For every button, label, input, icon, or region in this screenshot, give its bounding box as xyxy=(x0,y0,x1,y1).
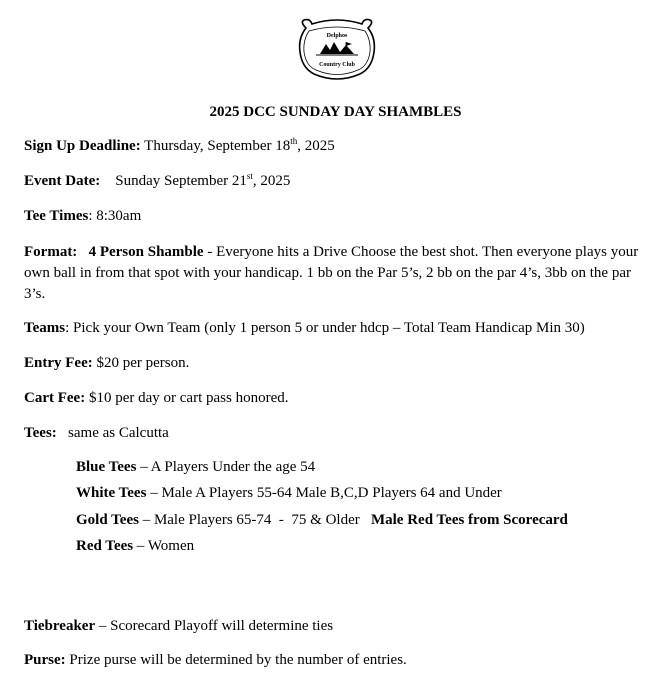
format-paragraph: Format: 4 Person Shamble - Everyone hits a Drive Choose the best shot. Then everyone plays your own ball in from that spot with your handicap. 1 bb on the Par 5’s, 2 bb on the par 4’s, 3bb on the par 3’s. xyxy=(24,244,639,302)
tee-times: Tee Times: 8:30am xyxy=(24,208,142,224)
tee-item-red: Red Tees – Women xyxy=(76,538,195,554)
country-club-logo xyxy=(296,18,378,80)
tiebreaker: Tiebreaker – Scorecard Playoff will determine ties xyxy=(24,618,334,634)
svg-text:Country Club: Country Club xyxy=(319,62,355,68)
page-title: 2025 DCC SUNDAY DAY SHAMBLES xyxy=(209,104,462,120)
tee-item-blue: Blue Tees – A Players Under the age 54 xyxy=(76,459,316,475)
entry-fee: Entry Fee: $20 per person. xyxy=(24,355,190,371)
svg-text:Delphos: Delphos xyxy=(326,33,348,39)
event-date: Event Date: Sunday September 21st, 2025 xyxy=(24,171,291,189)
purse: Purse: Prize purse will be determined by the number of entries. xyxy=(24,652,407,668)
teams: Teams: Pick your Own Team (only 1 person 5 or under hdcp – Total Team Handicap Min 30) xyxy=(24,320,585,336)
tee-item-gold: Gold Tees – Male Players 65-74 - 75 & Older Male Red Tees from Scorecard xyxy=(76,512,568,528)
tee-item-white: White Tees – Male A Players 55-64 Male B,C,D Players 64 and Under xyxy=(76,485,502,501)
tees: Tees: same as Calcutta xyxy=(24,425,169,441)
cart-fee: Cart Fee: $10 per day or cart pass honored. xyxy=(24,390,289,406)
signup-deadline: Sign Up Deadline: Thursday, September 18th, 2025 xyxy=(24,136,335,154)
